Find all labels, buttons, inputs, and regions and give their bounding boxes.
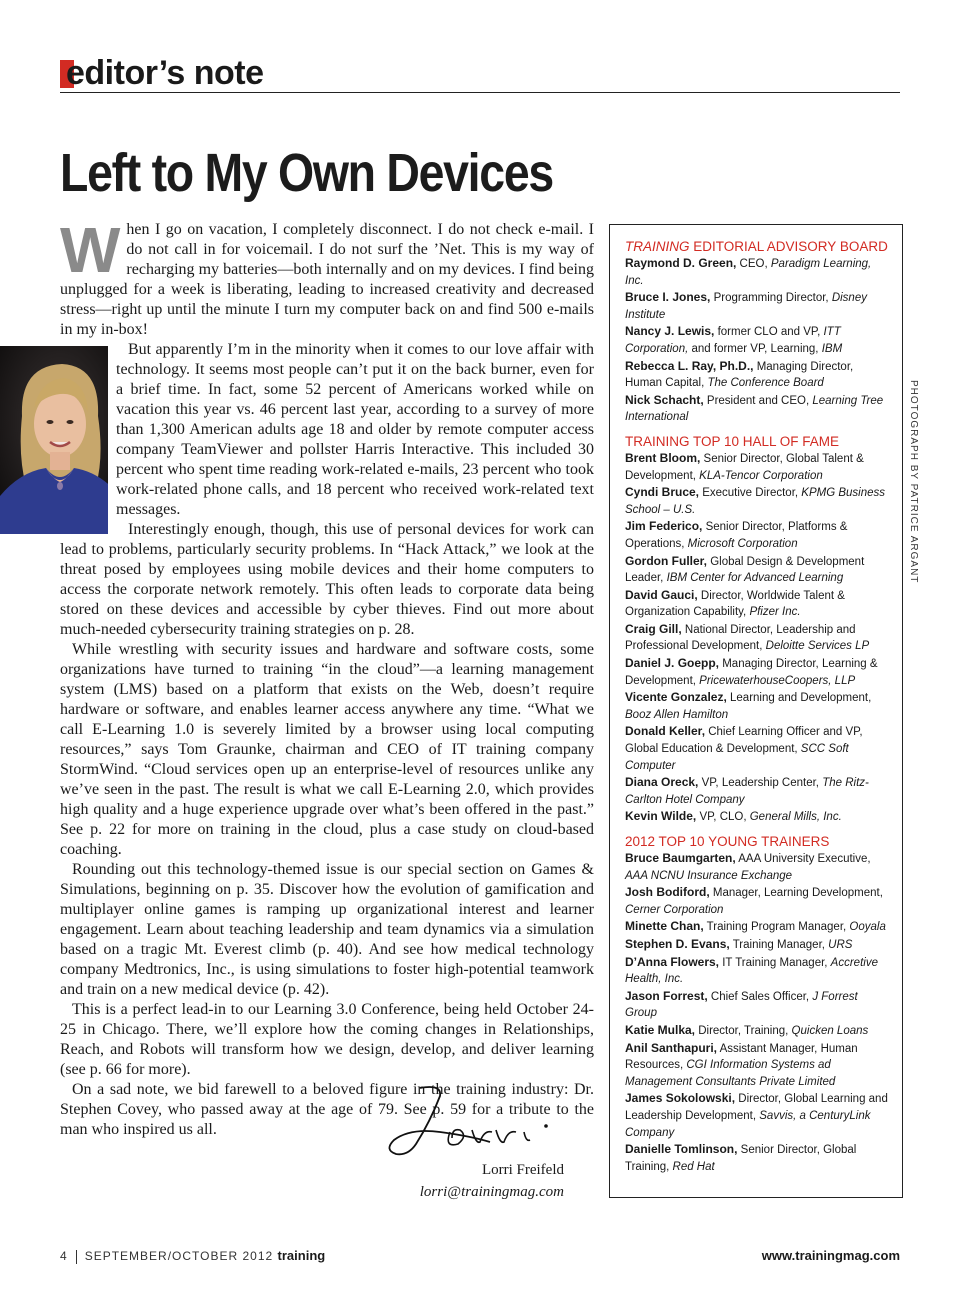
list-item: Donald Keller, Chief Learning Officer and VP, Global Education & Development, SCC Soft Computer [625, 724, 863, 772]
list-item: Stephen D. Evans, Training Manager, URS [625, 936, 853, 951]
hall-of-fame-title: TRAINING TOP 10 HALL OF FAME [625, 433, 840, 449]
paragraph-6: This is a perfect lead-in to our Learning 3.0 Conference, being held October 24-25 in Chicago. There, we’ll explore how the coming changes in Relationships, Reach, and Robots will transform how we design, develop, and deliver learning (see p. 66 for more). [60, 1001, 594, 1078]
drop-cap: W [60, 214, 121, 286]
list-item: Brent Bloom, Senior Director, Global Talent & Development, KLA-Tencor Corporation [625, 450, 864, 482]
paragraph-7: On a sad note, we bid farewell to a beloved figure in the training industry: Dr. Stephen Covey, who passed away at the age of 79. See p. 59 for a tribute to the man who inspired us all. [60, 1081, 594, 1138]
section-label: editor’s note [66, 54, 264, 92]
list-item: Rebecca L. Ray, Ph.D., Managing Director, Human Capital, The Conference Board [625, 358, 854, 390]
list-item: Vicente Gonzalez, Learning and Development, Booz Allen Hamilton [625, 690, 872, 721]
list-item: Nancy J. Lewis, former CLO and VP, ITT Corporation, and former VP, Learning, IBM [625, 324, 843, 355]
list-item: D’Anna Flowers, IT Training Manager, Accretive Health, Inc. [625, 954, 878, 986]
sidebar-boards [609, 224, 903, 1198]
list-item: Cyndi Bruce, Executive Director, KPMG Business School – U.S. [625, 485, 886, 516]
magazine-name: training [277, 1248, 326, 1263]
list-item: David Gauci, Director, Worldwide Talent & Organization Capability, Pfizer Inc. [625, 587, 845, 619]
list-item: Kevin Wilde, VP, CLO, General Mills, Inc. [625, 809, 842, 824]
list-item: Bruce I. Jones, Programming Director, Disney Institute [625, 290, 867, 321]
young-trainers-section [625, 834, 892, 1175]
advisory-board-title: TRAINING EDITORIAL ADVISORY BOARD [625, 239, 888, 254]
signature-email[interactable]: lorri@trainingmag.com [419, 1184, 564, 1200]
list-item: Danielle Tomlinson, Senior Director, Global Training, Red Hat [625, 1142, 857, 1173]
article-body [60, 214, 594, 1140]
list-item: Nick Schacht, President and CEO, Learning Tree International [625, 392, 884, 424]
footer-divider [76, 1250, 77, 1264]
section-header [60, 54, 900, 93]
list-item: Daniel J. Goepp, Managing Director, Learning & Development, PricewaterhouseCoopers, LLP [625, 656, 878, 687]
list-item: Josh Bodiford, Manager, Learning Development, Cerner Corporation [625, 885, 883, 916]
list-item: Minette Chan, Training Program Manager, Ooyala [625, 919, 886, 934]
signature-name: Lorri Freifeld [481, 1162, 564, 1178]
footer-url[interactable]: www.trainingmag.com [761, 1248, 900, 1263]
paragraph-4: While wrestling with security issues and hardware and software costs, some organizations have turned to training “in the cloud”—a learning management system (LMS) based on a platform that exists on the Web, doesn’t require hardware or software, and enables learner access anywhere any time. “What we call E-Learning 1.0 is severely limited by a browser using local computing resources,” says Tom Graunke, chairman and CEO of IT training company StormWind. “Cloud services open up an enterprise-level of resources unlike any we’ve seen in the past. The result is what we call E-Learning 2.0, which provides high quality and a huge experience upgrade over what’s been offered in the past.” See p. 22 for more on training in the cloud, plus a case study on cloud-based coaching. [60, 641, 594, 858]
list-item: James Sokolowski, Director, Global Learning and Leadership Development, Savvis, a CenturyLink Company [625, 1091, 888, 1139]
paragraph-3: Interestingly enough, though, this use of personal devices for work can lead to problems, particularly security problems. In “Hack Attack,” we look at the threat posed by employees using mobile devices and their home computers to access the corporate network remotely. This often leads to corporate data being stored on these devices and accessible by cyber thieves. Find out more about much-needed cybersecurity training strategies on p. 28. [60, 521, 594, 638]
page-number: 4 [60, 1249, 68, 1263]
list-item: Raymond D. Green, CEO, Paradigm Learning, Inc. [625, 256, 872, 287]
advisory-board-section [625, 239, 892, 426]
list-item: Jason Forrest, Chief Sales Officer, J Forrest Group [625, 988, 858, 1020]
list-item: Diana Oreck, VP, Leadership Center, The Ritz-Carlton Hotel Company [625, 775, 869, 806]
paragraph-1: When I go on vacation, I completely disconnect. I do not check e-mail. I do not call in for voicemail. I do not surf the ’Net. This is my way of recharging my batteries—both internally and on my devices. I find being unplugged for a week is liberating, leading to increased creativity and decreased stress—right up until the minute I turn my computer back on and find 500 e-mails in my in-box! [60, 214, 594, 338]
footer-folio [60, 1248, 325, 1264]
list-item: Craig Gill, National Director, Leadership and Professional Development, Deloitte Services LP [625, 621, 870, 653]
list-item: Jim Federico, Senior Director, Platforms & Operations, Microsoft Corporation [625, 519, 848, 550]
young-trainers-title: 2012 TOP 10 YOUNG TRAINERS [625, 834, 830, 849]
hall-of-fame-section [625, 434, 892, 826]
paragraph-5: Rounding out this technology-themed issue is our special section on Games & Simulations, beginning on p. 35. Discover how the evolution of gamification and multiplayer online games is ramping up organizational interest and learner engagement. Learn about teaching leadership and team dynamics via a simulation based on a tragic Mt. Everest climb (p. 40). And see how medical technology company Medtronics, Inc., is using simulations to foster high-potential teamwork and train on a new medical device (p. 42). [60, 861, 594, 998]
list-item: Katie Mulka, Director, Training, Quicken Loans [625, 1022, 869, 1037]
photo-credit: PHOTOGRAPH BY PATRICE ARGANT [908, 380, 919, 584]
editor-photo [0, 346, 108, 534]
signature-image [380, 1082, 580, 1162]
list-item: Anil Santhapuri, Assistant Manager, Human Resources, CGI Information Systems ad Management Consultants Private Limited [625, 1040, 858, 1088]
paragraph-2: But apparently I’m in the minority when it comes to our love affair with technology. It seems most people can’t put it on the back burner, even for a brief time. In fact, some 52 percent of Americans worked while on vacation this year vs. 46 percent last year, according to a survey of more than 1,300 American adults age 18 and older by remote computer access company TeamViewer and pollster Harris Interactive. This included 30 percent who spent time reading work-related e-mails, 23 percent who took work-related phone calls, and 18 percent who received work-related text messages. [60, 340, 594, 520]
list-item: Gordon Fuller, Global Design & Development Leader, IBM Center for Advanced Learning [625, 553, 865, 585]
list-item: Bruce Baumgarten, AAA University Executive, AAA NCNU Insurance Exchange [625, 851, 871, 882]
issue-date: SEPTEMBER/OCTOBER 2012 [84, 1249, 274, 1263]
article-headline: Left to My Own Devices [60, 143, 553, 203]
